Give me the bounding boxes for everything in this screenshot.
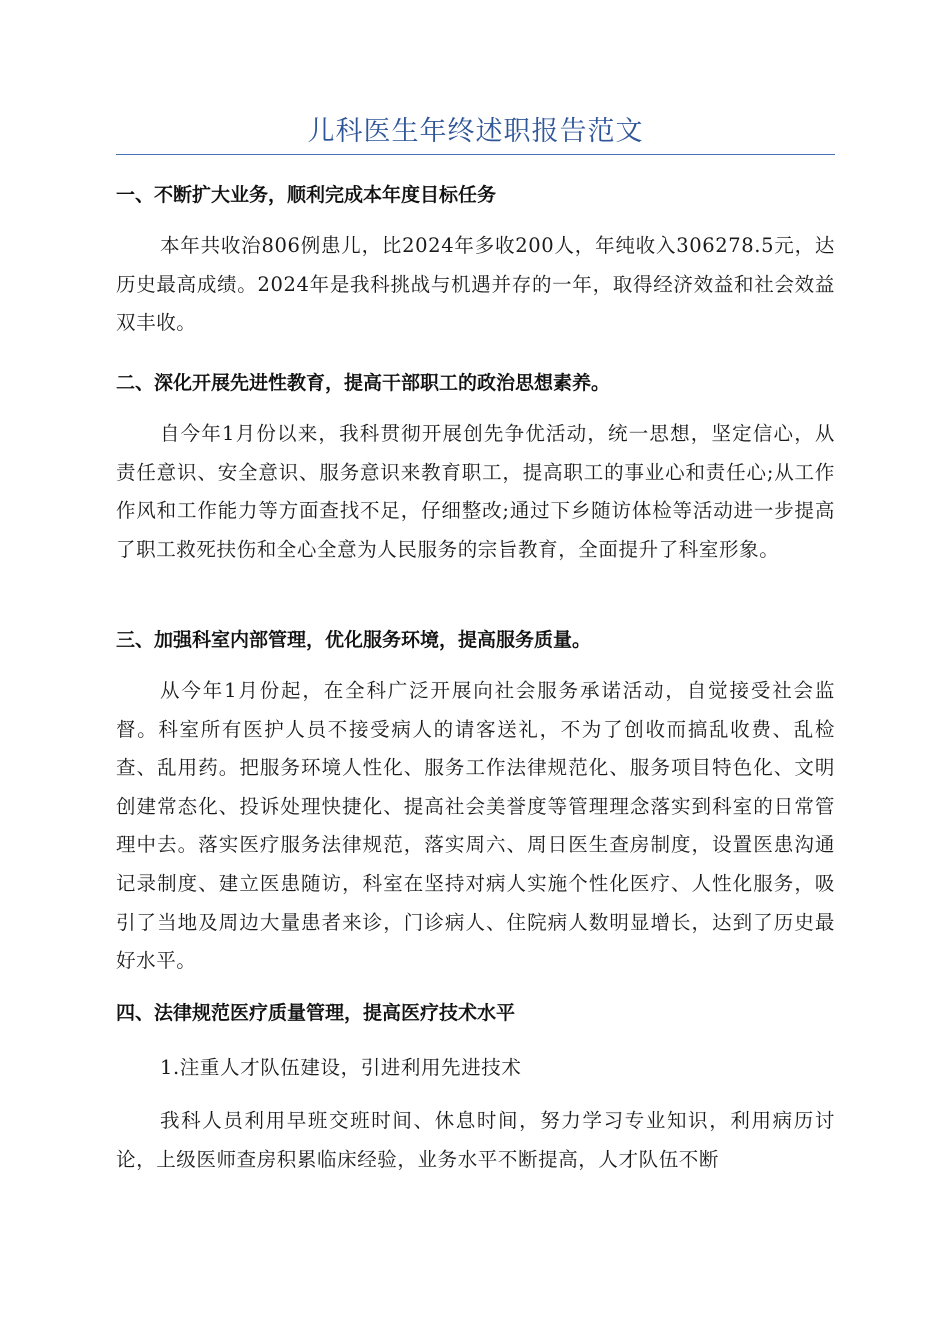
section-heading-3: 三、加强科室内部管理，优化服务环境，提高服务质量。 — [116, 629, 592, 651]
section-1-paragraph: 本年共收治806例患儿，比2024年多收200人，年纯收入306278.5元，达历史最高成绩。2024年是我科挑战与机遇并存的一年，取得经济效益和社会效益双丰收。 — [116, 234, 835, 335]
section-4-subheading: 1.注重人才队伍建设，引进利用先进技术 — [160, 1056, 522, 1079]
section-heading-2: 二、深化开展先进性教育，提高干部职工的政治思想素养。 — [116, 372, 611, 394]
section-4-paragraph: 我科人员利用早班交班时间、休息时间，努力学习专业知识，利用病历讨论，上级医师查房积累临床经验，业务水平不断提高，人才队伍不断 — [116, 1109, 835, 1171]
document-title: 儿科医生年终述职报告范文 — [307, 116, 644, 147]
section-3-paragraph: 从今年1月份起，在全科广泛开展向社会服务承诺活动，自觉接受社会监督。科室所有医护人员不接受病人的请客送礼，不为了创收而搞乱收费、乱检查、乱用药。把服务环境人性化、服务工作法律规范化、服务项目特色化、文明创建常态化、投诉处理快捷化、提高社会美誉度等管理理念落实到科室的日常管理中去。落实医疗服务法律规范，落实周六、周日医生查房制度，设置医患沟通记录制度、建立医患随访，科室在坚持对病人实施个性化医疗、人性化服务，吸引了当地及周边大量患者来诊，门诊病人、住院病人数明显增长，达到了历史最好水平。 — [116, 679, 835, 973]
title-divider — [116, 154, 835, 155]
section-heading-4: 四、法律规范医疗质量管理，提高医疗技术水平 — [116, 1002, 516, 1024]
section-2-paragraph: 自今年1月份以来，我科贯彻开展创先争优活动，统一思想，坚定信心，从责任意识、安全意识、服务意识来教育职工，提高职工的事业心和责任心;从工作作风和工作能力等方面查找不足，仔细整改;通过下乡随访体检等活动进一步提高了职工救死扶伤和全心全意为人民服务的宗旨教育，全面提升了科室形象。 — [116, 422, 835, 561]
section-heading-1: 一、不断扩大业务，顺利完成本年度目标任务 — [116, 184, 497, 206]
